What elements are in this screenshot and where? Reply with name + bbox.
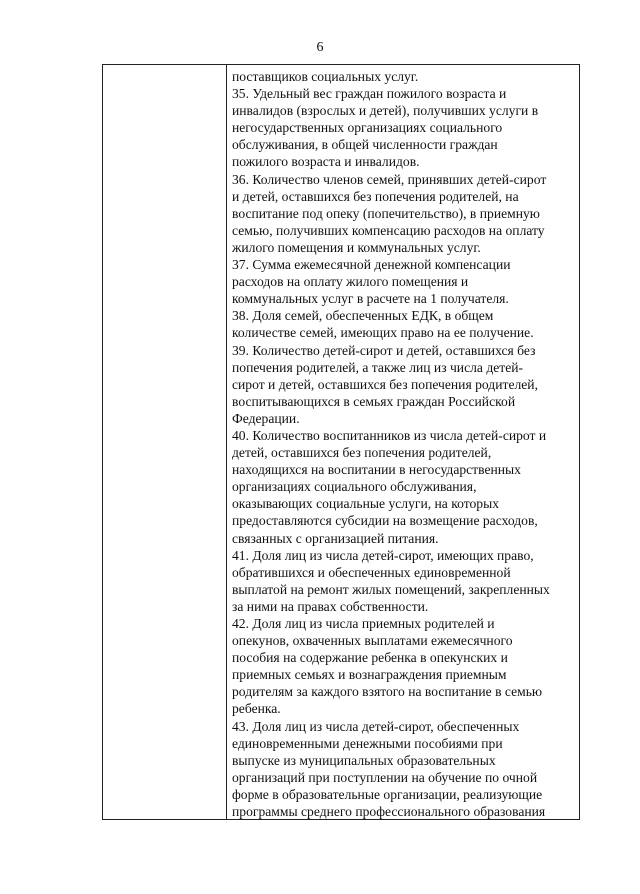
text-line: организациях социального обслуживания, [232, 479, 477, 495]
text-line: связанных с организацией питания. [232, 530, 439, 546]
text-line: форме в образовательные организации, реализующие [232, 786, 543, 802]
text-line: пожилого возраста и инвалидов. [232, 154, 420, 170]
text-line: выплатой на ремонт жилых помещений, закрепленных [232, 581, 550, 597]
text-line: родителям за каждого взятого на воспитание в семью [232, 684, 543, 700]
table-left-cell [103, 65, 226, 819]
text-line: детей, оставшихся без попечения родителей, [232, 445, 492, 461]
text-line: пособия на содержание ребенка в опекунских и [232, 650, 508, 666]
text-line: 36. Количество членов семей, принявших детей-сирот [232, 171, 547, 187]
text-line: попечения родителей, а также лиц из числа детей- [232, 359, 524, 375]
text-line: ребенка. [232, 701, 281, 717]
text-line: жилого помещения и коммунальных услуг. [232, 239, 481, 255]
text-line: поставщиков социальных услуг. [232, 69, 419, 84]
text-line: 35. Удельный вес граждан пожилого возраста и [232, 86, 507, 102]
text-line: обслуживания, в общей численности граждан [232, 137, 498, 153]
text-line: сирот и детей, оставшихся без попечения родителей, [232, 376, 538, 392]
text-line: находящихся на воспитании в негосударственных [232, 462, 521, 478]
text-line: воспитание под опеку (попечительство), в приемную [232, 205, 540, 221]
text-line: приемных семьях и вознаграждения приемным [232, 667, 507, 683]
text-line: программы среднего профессионального образования [232, 804, 546, 819]
text-line: 38. Доля семей, обеспеченных ЕДК, в общем [232, 308, 494, 324]
text-line: предоставляются субсидии на возмещение расходов, [232, 513, 538, 529]
text-line: обратившихся и обеспеченных единовременной [232, 564, 511, 580]
text-line: единовременными денежными пособиями при [232, 735, 503, 751]
text-line: 41. Доля лиц из числа детей-сирот, имеющих право, [232, 547, 534, 563]
text-line: оказывающих социальные услуги, на которых [232, 496, 500, 512]
text-line: 42. Доля лиц из числа приемных родителей и [232, 616, 495, 631]
text-line: количестве семей, имеющих право на ее получение. [232, 325, 534, 341]
text-line: инвалидов (взрослых и детей), получивших услуги в [232, 103, 539, 119]
text-line: организаций при поступлении на обучение по очной [232, 769, 538, 785]
column-divider [226, 65, 227, 819]
page-number: 6 [316, 40, 324, 55]
text-line: 37. Сумма ежемесячной денежной компенсации [232, 257, 511, 273]
text-line: 39. Количество детей-сирот и детей, оставшихся без [232, 342, 536, 358]
text-line: коммунальных услуг в расчете на 1 получателя. [232, 291, 509, 307]
text-line: опекунов, охваченных выплатами ежемесячного [232, 633, 513, 649]
text-line: за ними на правах собственности. [232, 598, 429, 614]
text-line: выпуске из муниципальных образовательных [232, 752, 496, 768]
text-line: расходов на оплату жилого помещения и [232, 274, 469, 290]
text-line: Федерации. [232, 410, 300, 426]
document-table [102, 64, 580, 820]
text-line: 40. Количество воспитанников из числа детей-сирот и [232, 427, 547, 443]
text-line: воспитывающихся в семьях граждан Российской [232, 393, 516, 409]
text-line: и детей, оставшихся без попечения родителей, на [232, 188, 519, 204]
text-line: негосударственных организациях социального [232, 120, 503, 136]
table-right-cell [232, 68, 578, 819]
text-line: 43. Доля лиц из числа детей-сирот, обеспеченных [232, 718, 520, 734]
text-line: семью, получивших компенсацию расходов на оплату [232, 222, 545, 238]
